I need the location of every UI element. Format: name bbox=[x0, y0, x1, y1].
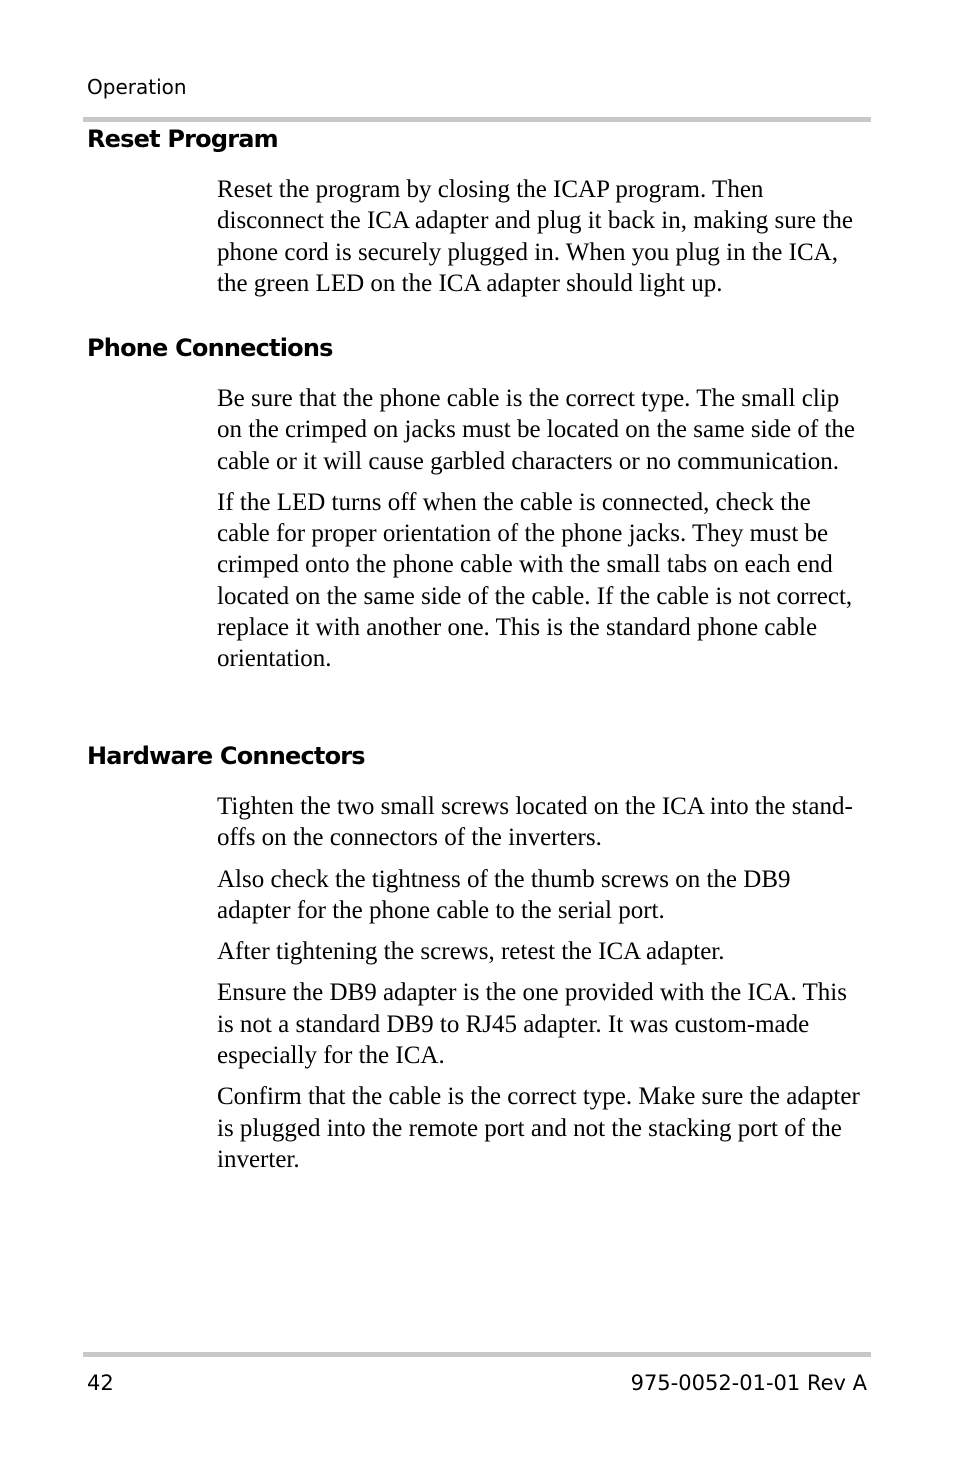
paragraph: Be sure that the phone cable is the correct type. The small clip on the crimped on jacks must be located on the same side of the cable or it will cause garbled characters or no communication. bbox=[217, 385, 856, 475]
document-id: 975-0052-01-01 Rev A bbox=[630, 1371, 867, 1395]
footer-rule bbox=[83, 1352, 871, 1357]
paragraph: Confirm that the cable is the correct type. Make sure the adapter is plugged into the remote port and not the stacking port of the inverter. bbox=[217, 1083, 860, 1173]
phone-connections-body bbox=[217, 383, 867, 685]
paragraph: Tighten the two small screws located on the ICA into the stand-offs on the connectors of the inverters. bbox=[217, 793, 853, 852]
header-rule bbox=[83, 117, 871, 122]
paragraph: If the LED turns off when the cable is connected, check the cable for proper orientation of the phone jacks. They must be crimped onto the phone cable with the small tabs on each end located on the same side of the cable. If the cable is not correct, replace it with another one. This is the standard phone cable orientation. bbox=[217, 488, 853, 673]
paragraph: Ensure the DB9 adapter is the one provided with the ICA. This is not a standard DB9 to RJ45 adapter. It was custom-made especially for the ICA. bbox=[217, 979, 847, 1070]
page-number: 42 bbox=[87, 1371, 114, 1395]
paragraph: After tightening the screws, retest the ICA adapter. bbox=[217, 938, 725, 966]
running-header: Operation bbox=[87, 75, 187, 99]
paragraph: Reset the program by closing the ICAP program. Then disconnect the ICA adapter and plug it back in, making sure the phone cord is securely plugged in. When you plug in the ICA, the green LED on the ICA adapter should light up. bbox=[217, 176, 853, 297]
heading-hardware-connectors: Hardware Connectors bbox=[87, 742, 365, 770]
hardware-connectors-body bbox=[217, 791, 867, 1185]
reset-program-body bbox=[217, 174, 867, 309]
paragraph: Also check the tightness of the thumb screws on the DB9 adapter for the phone cable to the serial port. bbox=[217, 865, 791, 924]
heading-phone-connections: Phone Connections bbox=[87, 334, 333, 362]
heading-reset-program: Reset Program bbox=[87, 125, 278, 153]
